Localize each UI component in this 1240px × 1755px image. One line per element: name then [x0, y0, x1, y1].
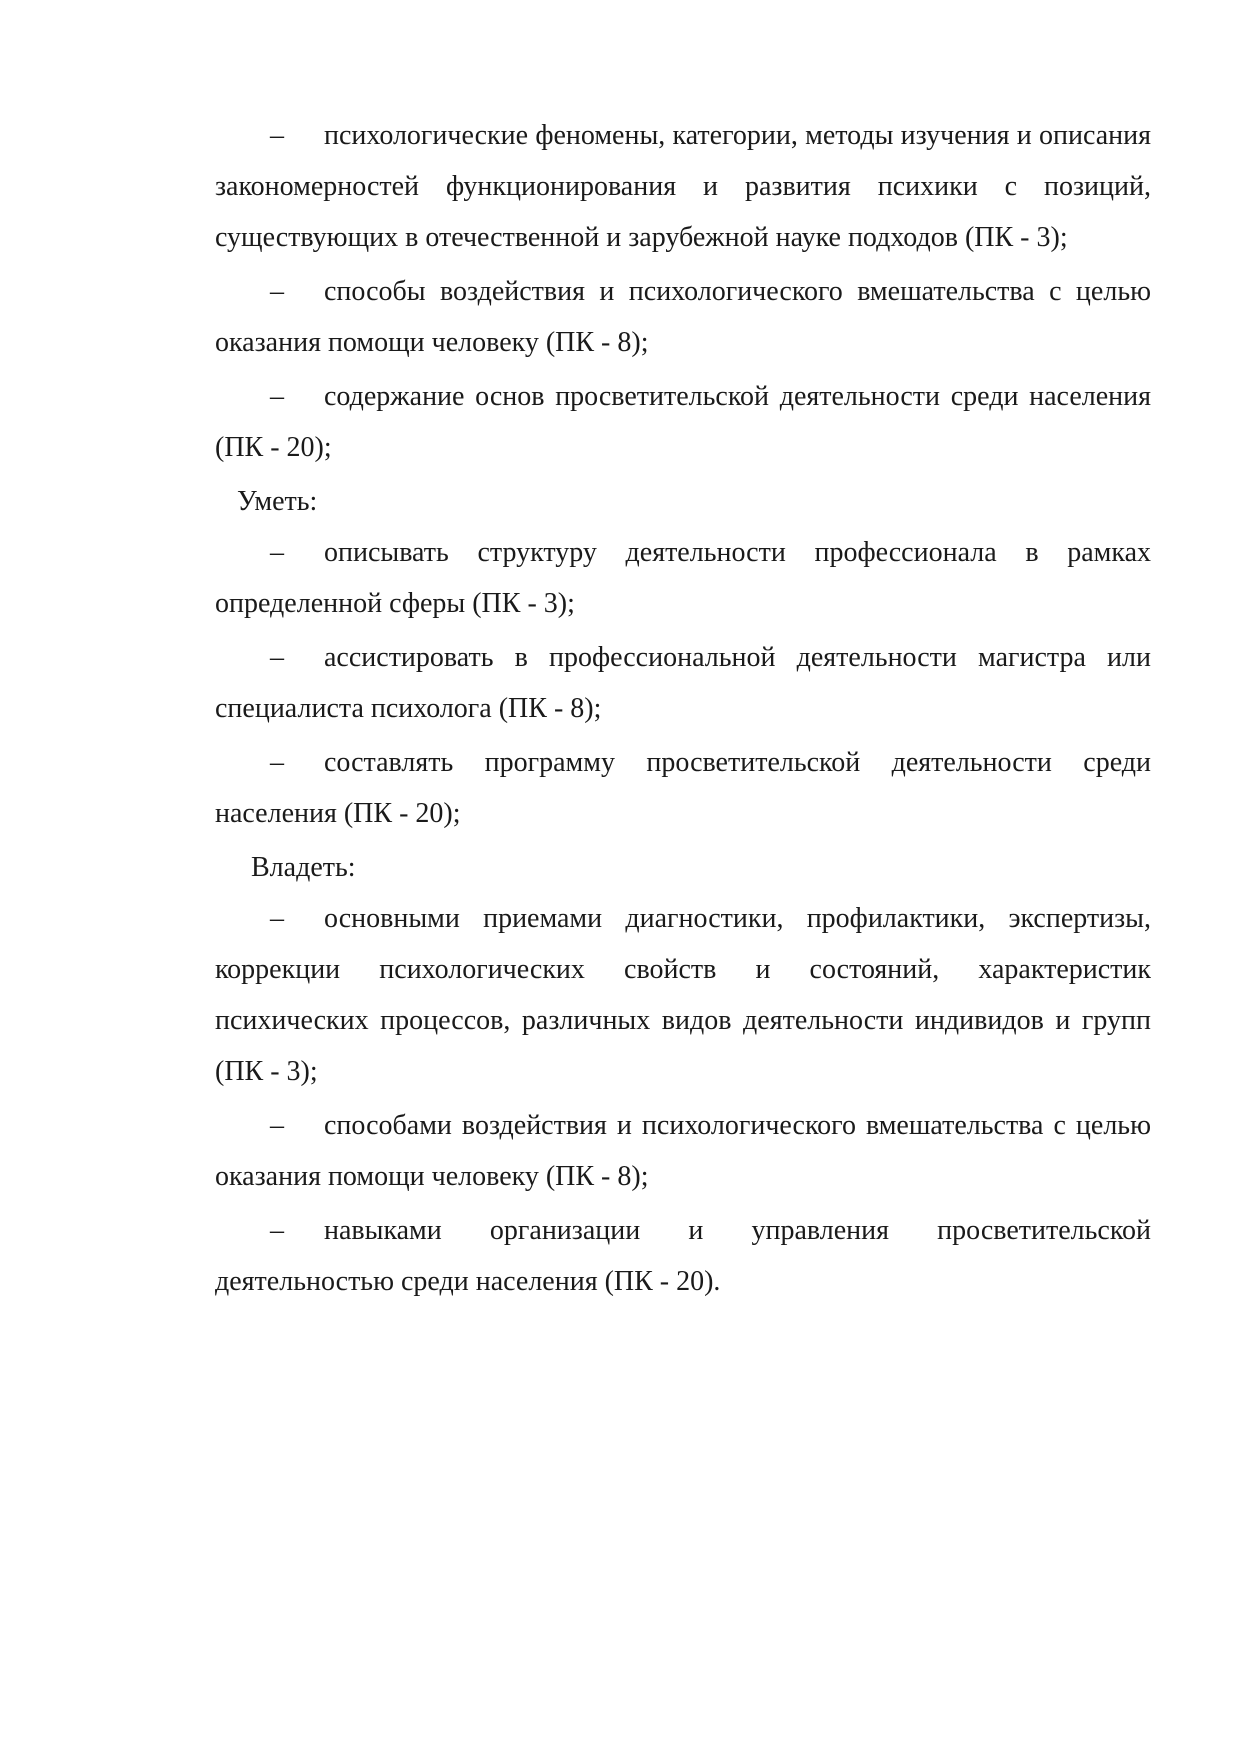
list-item-text: ассистировать в профессиональной деятельности магистра или специалиста психолога (ПК - 8); [215, 642, 1151, 724]
bullet-dash: – [270, 1110, 284, 1141]
list-item [215, 737, 1151, 839]
mastery-heading: Владеть: [251, 852, 356, 883]
list-item-text: способы воздействия и психологического вмешательства с целью оказания помощи человеку (ПК - 8); [215, 276, 1151, 358]
list-item [215, 527, 1151, 629]
list-item-text: составлять программу просветительской деятельности среди населения (ПК - 20); [215, 747, 1151, 829]
list-item-text: содержание основ просветительской деятельности среди населения (ПК - 20); [215, 381, 1151, 463]
list-item [215, 371, 1151, 473]
bullet-dash: – [270, 642, 284, 673]
list-item [215, 266, 1151, 368]
list-item-text: способами воздействия и психологического вмешательства с целью оказания помощи человеку (ПК - 8); [215, 1110, 1151, 1192]
list-item [215, 110, 1151, 263]
document-body [215, 110, 1151, 1310]
bullet-dash: – [270, 120, 284, 151]
bullet-dash: – [270, 537, 284, 568]
bullet-dash: – [270, 903, 284, 934]
list-item [215, 632, 1151, 734]
bullet-dash: – [270, 276, 284, 307]
list-item [215, 1100, 1151, 1202]
bullet-dash: – [270, 381, 284, 412]
list-item-text: описывать структуру деятельности профессионала в рамках определенной сферы (ПК - 3); [215, 537, 1151, 619]
bullet-dash: – [270, 747, 284, 778]
list-item-text: навыками организации и управления просветительской деятельностью среди населения (ПК - 20). [215, 1215, 1151, 1297]
skills-heading: Уметь: [237, 486, 318, 517]
bullet-dash: – [270, 1215, 284, 1246]
list-item-text: основными приемами диагностики, профилактики, экспертизы, коррекции психологических свойств и состояний, характеристик психических процессов, различных видов деятельности индивидов и групп (ПК - 3); [215, 903, 1151, 1087]
list-item-text: психологические феномены, категории, методы изучения и описания закономерностей функционирования и развития психики с позиций, существующих в отечественной и зарубежной науке подходов (ПК - 3); [215, 120, 1151, 253]
list-item [215, 893, 1151, 1097]
list-item [215, 1205, 1151, 1307]
